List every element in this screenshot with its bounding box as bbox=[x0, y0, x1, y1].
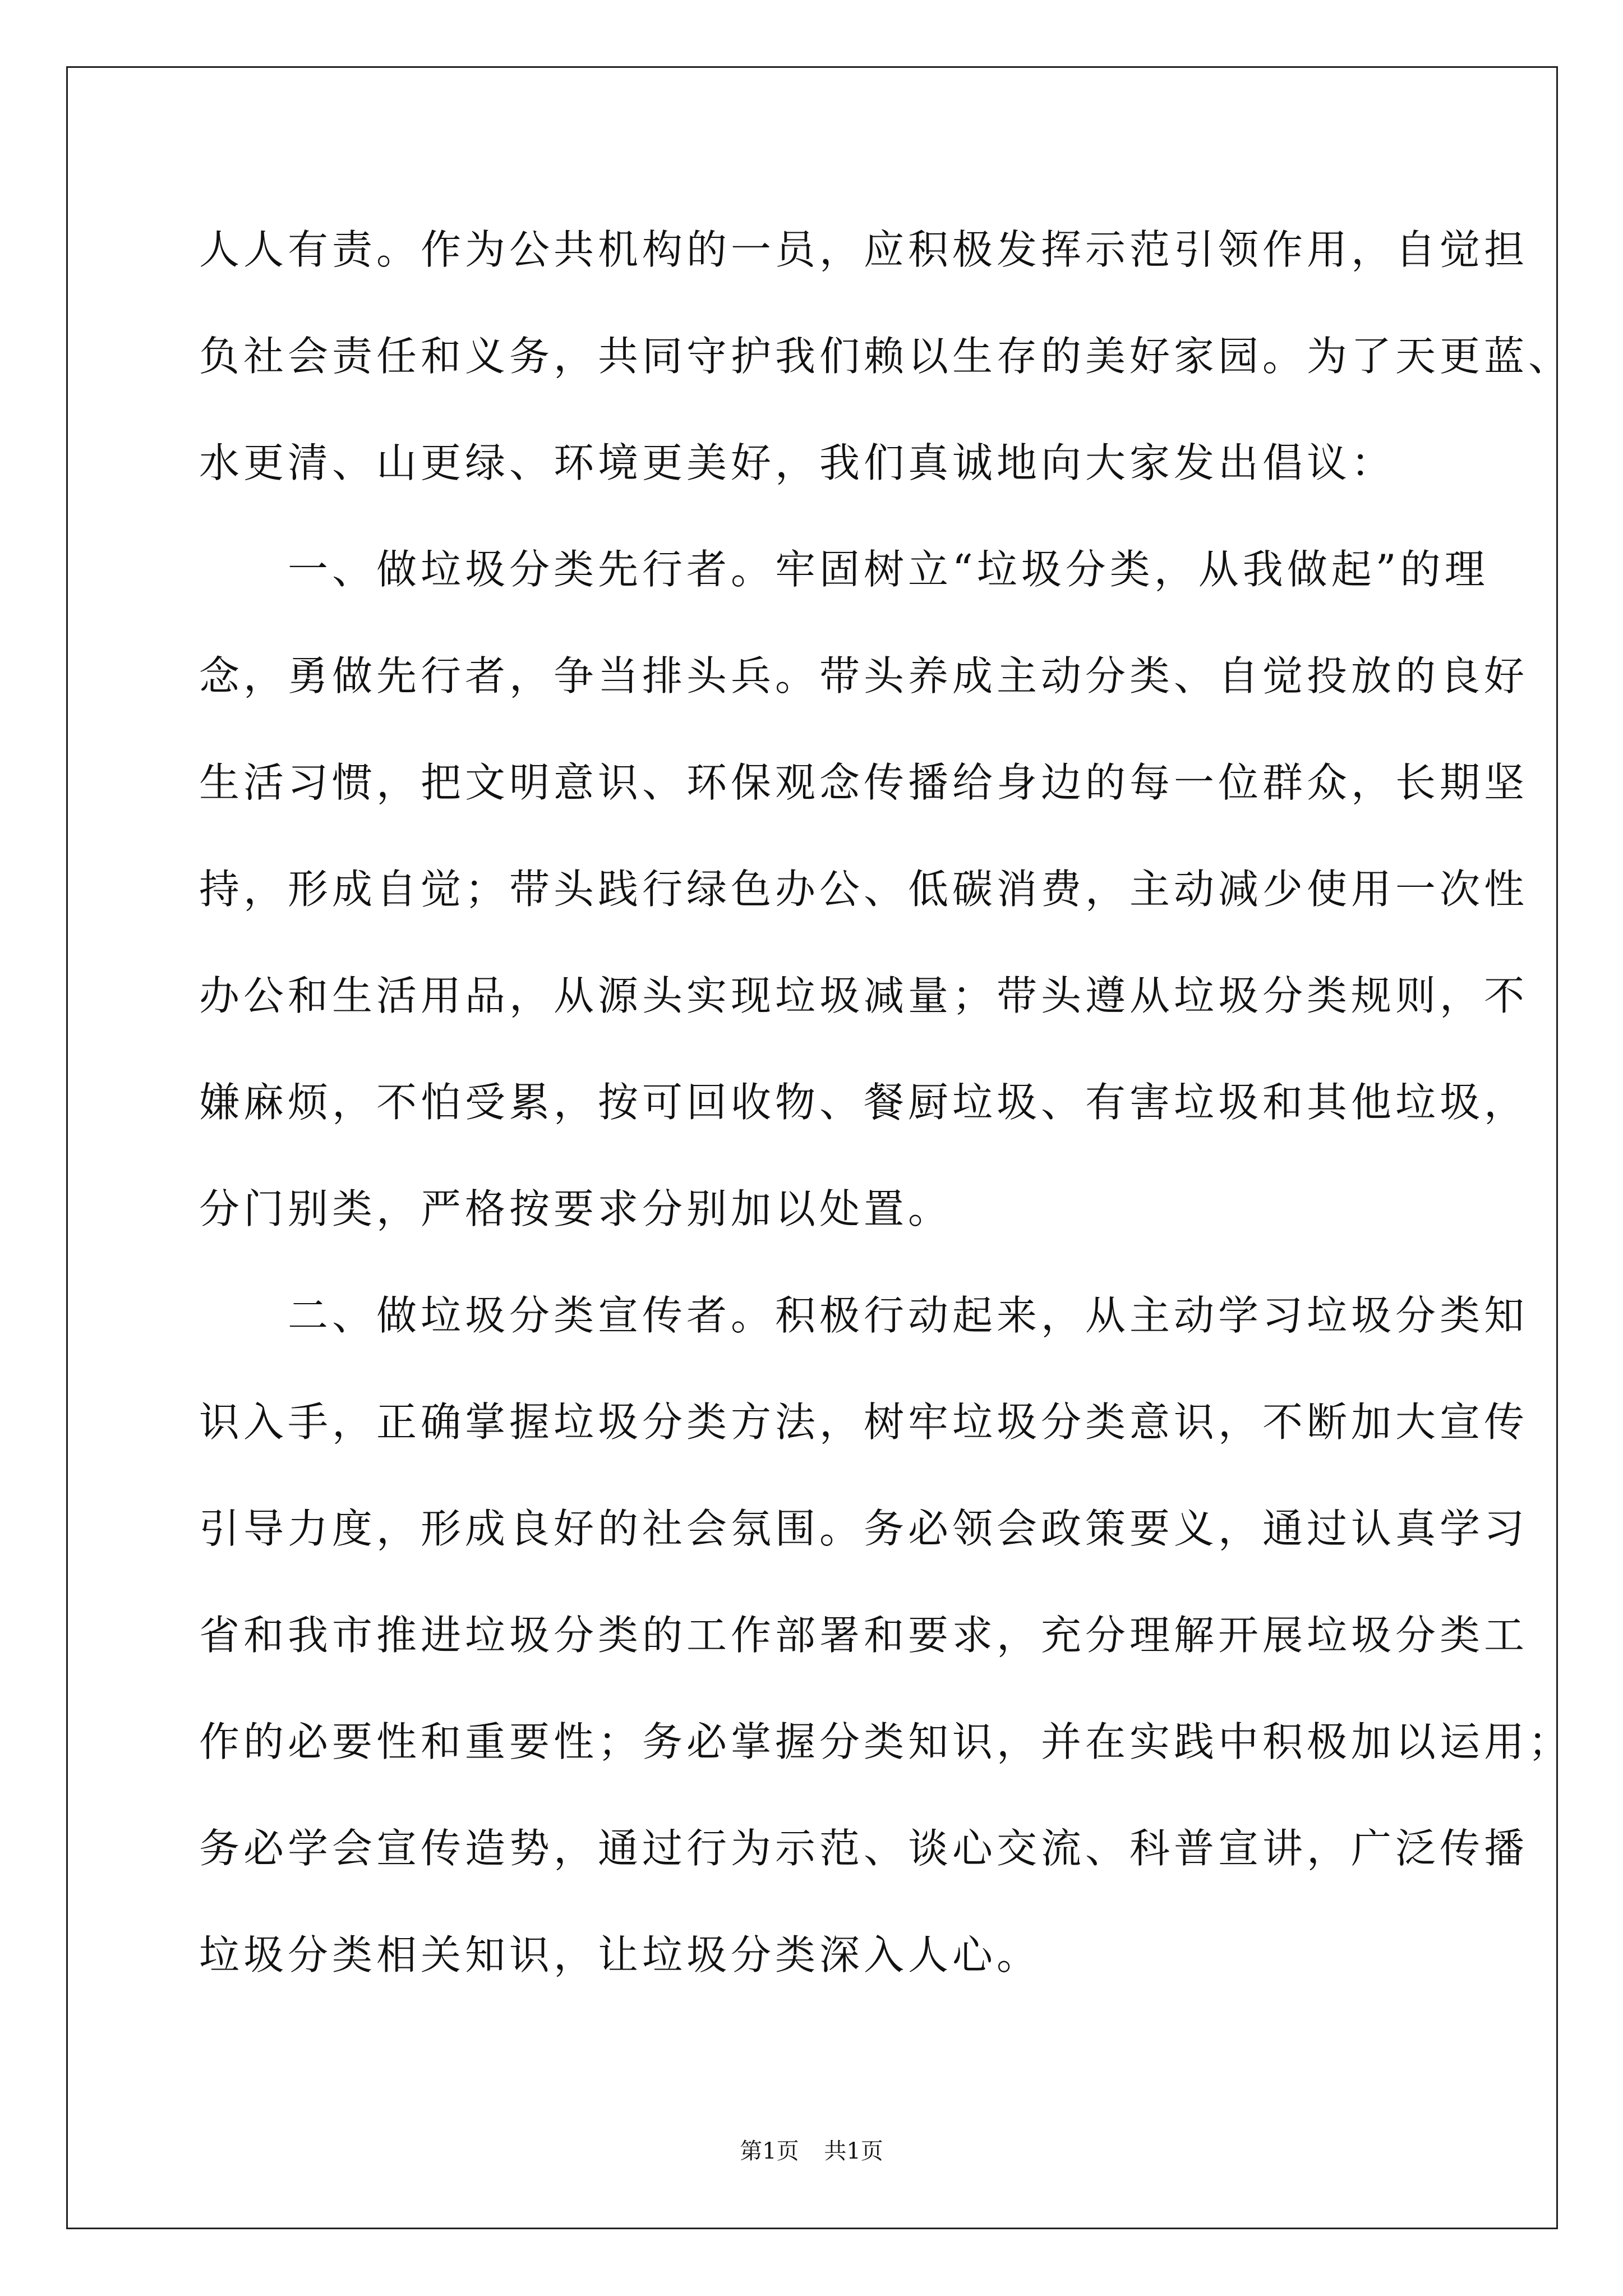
page-footer bbox=[0, 2137, 1623, 2165]
text-line: 一、做垃圾分类先行者。牢固树立“垃圾分类，从我做起”的理 bbox=[199, 546, 1489, 593]
page-total: 共1页 bbox=[824, 2138, 883, 2164]
text-line: 省和我市推进垃圾分类的工作部署和要求，充分理解开展垃圾分类工 bbox=[199, 1612, 1529, 1659]
text-line: 识入手，正确掌握垃圾分类方法，树牢垃圾分类意识，不断加大宣传 bbox=[199, 1398, 1529, 1446]
text-line: 分门别类，严格按要求分别加以处置。 bbox=[199, 1185, 953, 1232]
text-line: 作的必要性和重要性；务必掌握分类知识，并在实践中积极加以运用； bbox=[199, 1718, 1573, 1765]
text-line: 务必学会宣传造势，通过行为示范、谈心交流、科普宣讲，广泛传播 bbox=[199, 1825, 1529, 1872]
page-number: 第1页 bbox=[740, 2138, 799, 2164]
text-line: 生活习惯，把文明意识、环保观念传播给身边的每一位群众，长期坚 bbox=[199, 759, 1529, 806]
page-border bbox=[66, 66, 1573, 2229]
text-line: 嫌麻烦，不怕受累，按可回收物、餐厨垃圾、有害垃圾和其他垃圾， bbox=[199, 1079, 1529, 1126]
text-line: 念，勇做先行者，争当排头兵。带头养成主动分类、自觉投放的良好 bbox=[199, 652, 1529, 700]
text-line: 负社会责任和义务，共同守护我们赖以生存的美好家园。为了天更蓝、 bbox=[199, 333, 1573, 380]
text-line: 垃圾分类相关知识，让垃圾分类深入人心。 bbox=[199, 1931, 1041, 1978]
text-line: 办公和生活用品，从源头实现垃圾减量；带头遵从垃圾分类规则，不 bbox=[199, 972, 1529, 1019]
text-line: 水更清、山更绿、环境更美好，我们真诚地向大家发出倡议： bbox=[199, 439, 1396, 486]
text-line: 人人有责。作为公共机构的一员，应积极发挥示范引领作用，自觉担 bbox=[199, 226, 1529, 273]
text-line: 引导力度，形成良好的社会氛围。务必领会政策要义，通过认真学习 bbox=[199, 1505, 1529, 1552]
text-line: 二、做垃圾分类宣传者。积极行动起来，从主动学习垃圾分类知 bbox=[199, 1292, 1529, 1339]
text-line: 持，形成自觉；带头践行绿色办公、低碳消费，主动减少使用一次性 bbox=[199, 866, 1529, 913]
